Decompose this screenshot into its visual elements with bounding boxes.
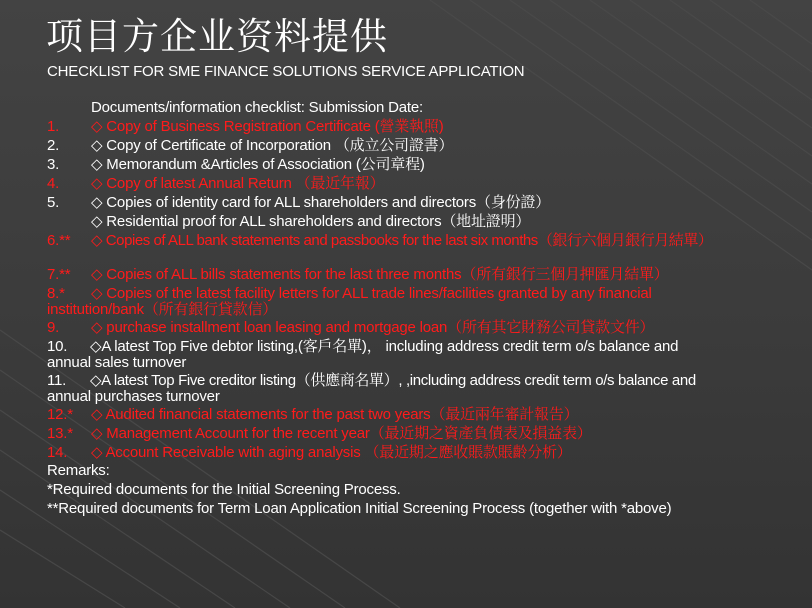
item-number: 13.* [47,425,73,442]
item-text: ◇ Copies of ALL bills statements for the last three months（所有銀行三個月押匯月結單） [91,266,669,283]
item-text: ◇ Copies of ALL bank statements and passbooks for the last six months（銀行六個月銀行月結單） [91,232,713,249]
item-text: ◇ Account Receivable with aging analysis （最近期之應收賬款賬齡分析） [91,444,572,461]
item-text: ◇ Copy of Business Registration Certificate (營業執照) [91,118,444,135]
item-text: ◇ Memorandum &Articles of Association (公司章程) [91,156,425,173]
item-number: 14. [47,444,68,461]
checklist-header: Documents/information checklist: Submission Date: [91,99,424,116]
item-number: 7.** [47,266,71,283]
item-text-continuation: annual purchases turnover [47,388,220,405]
item-text-continuation: institution/bank（所有銀行貸款信） [47,301,278,318]
remarks-note: **Required documents for Term Loan Application Initial Screening Process (together with *above) [47,500,672,517]
item-number: 4. [47,175,60,192]
item-number: 10. [47,338,68,355]
item-text: ◇ Management Account for the recent year（最近期之資產負債表及損益表） [91,425,592,442]
item-number: 3. [47,156,60,173]
item-text: ◇A latest Top Five creditor listing（供應商名單）, ,including address credit term o/s balance and [90,372,696,389]
remarks-note: *Required documents for the Initial Screening Process. [47,481,401,498]
item-text: ◇A latest Top Five debtor listing,(客戶名單)， including address credit term o/s balance and [90,338,679,355]
item-number: 6.** [47,232,71,249]
item-text: ◇ Copy of Certificate of Incorporation （成立公司證書） [91,137,454,154]
item-text-continuation: annual sales turnover [47,354,187,371]
item-text: ◇ Copies of the latest facility letters for ALL trade lines/facilities granted by any financial [91,285,652,302]
page-title: 项目方企业资料提供 [46,15,388,58]
item-number: 2. [47,137,60,154]
item-number: 11. [47,372,67,389]
page-subtitle: CHECKLIST FOR SME FINANCE SOLUTIONS SERVICE APPLICATION [47,63,525,80]
remarks-heading: Remarks: [47,462,110,479]
item-text: ◇ Audited financial statements for the past two years（最近兩年審計報告） [91,406,579,423]
item-text: ◇ purchase installment loan leasing and mortgage loan（所有其它財務公司貸款文件） [91,319,655,336]
item-number: 1. [47,118,60,135]
item-number: 9. [47,319,60,336]
item-text: ◇ Copies of identity card for ALL shareholders and directors（身份證） [91,194,551,211]
item-text: ◇ Residential proof for ALL shareholders and directors（地址證明） [91,213,531,230]
item-number: 8.* [47,285,65,302]
item-text: ◇ Copy of latest Annual Return （最近年報） [91,175,385,192]
item-number: 12.* [47,406,73,423]
item-number: 5. [47,194,60,211]
